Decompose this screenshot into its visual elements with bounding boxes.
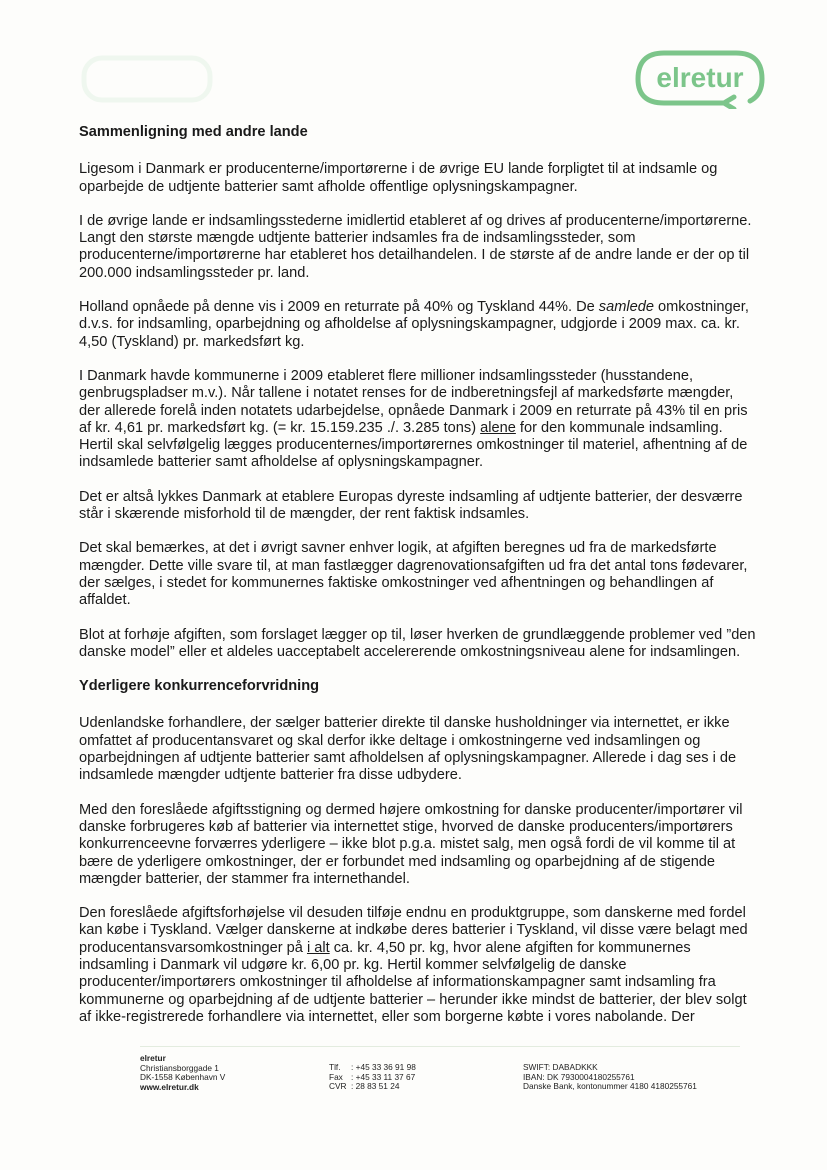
- spacer: [79, 523, 769, 540]
- paragraph: [79, 905, 769, 1026]
- section-heading: Yderligere konkurrenceforvridning: [79, 678, 320, 695]
- spacer: [79, 785, 769, 802]
- text-line: producenter/importørers omkostninger til afholdelse af informationskampagner samt indsamling fra: [79, 974, 716, 991]
- iban-number: IBAN: DK 7930004180255761: [523, 1071, 635, 1082]
- cvr-value: : 28 83 51 24: [351, 1081, 400, 1092]
- footer-street: Christiansborggade 1: [140, 1062, 219, 1073]
- faded-logo-watermark: [78, 52, 218, 112]
- text-line: danske forbrugeres køb af batterier via internettet stige, hvorved de danske producenters/importørers: [79, 818, 733, 835]
- bank-account: Danske Bank, kontonummer 4180 4180255761: [523, 1081, 697, 1092]
- text-line: 200.000 indsamlingssteder pr. land.: [79, 264, 310, 281]
- paragraph: [79, 161, 769, 196]
- text-line: omfattet af producentansvaret og skal derfor ikke deltage i omkostningerne ved indsamlingen og: [79, 732, 701, 749]
- paragraph: [79, 489, 769, 524]
- spacer: [79, 695, 769, 715]
- spacer: [79, 472, 769, 489]
- text-line: danske model” eller et aldeles uacceptabelt accelererende omkostningsniveau alene for indsamlingen.: [79, 643, 741, 660]
- text-line: mængder batterier, der stammer fra internethandel.: [79, 870, 410, 887]
- text-line: der sælges, i stedet for kommunernes faktiske omkostninger ved afhentningen og behandlingen af: [79, 574, 714, 591]
- elretur-logo: [634, 47, 766, 109]
- text-line: Det skal bemærkes, at det i øvrigt savner enhver logik, at afgiften beregnes ud fra de markedsførte: [79, 540, 717, 557]
- text-line: indsamling i Danmark vil udgøre kr. 6,00 pr. kg. Hertil kommer selvfølgelig de danske: [79, 956, 627, 973]
- text-line: kan købe i Tyskland. Vælger danskerne at indkøbe deres batterier i Tyskland, vil disse være belagt med: [79, 922, 748, 939]
- paragraph: [79, 213, 769, 282]
- text-line: mængder. Dette ville svare til, at man fastlægger dagrenovationsafgiften ud fra det antal tons fødevarer,: [79, 557, 748, 574]
- footer-city: DK-1558 København V: [140, 1072, 226, 1083]
- text-line: konkurrenceevne forværres yderligere – ikke blot p.g.a. mistet salg, men også fordi de vil komme til at: [79, 836, 736, 853]
- paragraph: [79, 540, 769, 609]
- text-line: Holland opnåede på denne vis i 2009 en returrate på 40% og Tyskland 44%. De samlede omkostninger,: [79, 299, 749, 316]
- paragraph: [79, 299, 769, 351]
- letter-body: [79, 124, 769, 1026]
- spacer: [79, 282, 769, 299]
- text-line: kommunerne og oparbejdning af de udtjente batterier – herunder ikke mindst de batterier, der blev solgt: [79, 991, 747, 1008]
- text-line: af ikke-registrerede forhandlere via internettet, eller som borgerne købte i vores nabolande. Der: [79, 1008, 695, 1025]
- text-line: producenterne/importørerne har etableret hos detailhandelen. I de største af de andre lande er der op til: [79, 247, 750, 264]
- paragraph: [79, 368, 769, 472]
- cvr-label: CVR: [329, 1081, 347, 1092]
- spacer: [79, 141, 769, 161]
- text-line: I de øvrige lande er indsamlingsstederne imidlertid etableret af og drives af producenterne/importørerne.: [79, 212, 752, 229]
- text-line: Ligesom i Danmark er producenterne/importørerne i de øvrige EU lande forpligtet til at indsamle og: [79, 161, 718, 178]
- text-line: Hertil skal selvfølgelig lægges producenternes/importørernes omkostninger til materiel, afhentning af de: [79, 437, 748, 454]
- text-line: indsamlede mængder udtjente batterier fra disse udbydere.: [79, 767, 462, 784]
- text-line: Udenlandske forhandlere, der sælger batterier direkte til danske husholdninger via internettet, er ikke: [79, 715, 730, 732]
- text-line: affaldet.: [79, 592, 131, 609]
- footer-bank: [523, 1063, 753, 1092]
- text-line: oparbejdningen af udtjente batterier samt afholdelsen af oplysningskampagner. Allerede i dag ses i de: [79, 750, 737, 767]
- paragraph: [79, 802, 769, 888]
- fax-label: Fax: [329, 1071, 343, 1082]
- swift-code: SWIFT: DABADKKK: [523, 1062, 598, 1072]
- footer-website-link[interactable]: www.elretur.dk: [140, 1081, 199, 1092]
- svg-text:elretur: elretur: [656, 62, 744, 93]
- text-line: Med den foreslåede afgiftsstigning og dermed højere omkostning for danske producenter/importører vil: [79, 801, 743, 818]
- spacer: [79, 661, 769, 678]
- paragraph: [79, 627, 769, 662]
- text-line: genbrugspladser m.v.). Når tallene i notatet renses for de indberetningsfejl af markedsførte mængder,: [79, 385, 734, 402]
- text-line: d.v.s. for indsamling, oparbejdning og afholdelse af oplysningskampagner, udgjorde i 2009 max. ca. kr.: [79, 316, 740, 333]
- text-line: oparbejde de udtjente batterier samt afholde offentlige oplysningskampagner.: [79, 178, 578, 195]
- text-line: står i skærende misforhold til de mængder, der rent faktisk indsamles.: [79, 506, 530, 523]
- fax-value: : +45 33 11 37 67: [351, 1071, 416, 1082]
- text-line: der allerede forelå inden notatets udarbejdelse, opnåede Danmark i 2009 en returrate på 43% til en pris: [79, 402, 748, 419]
- spacer: [79, 610, 769, 627]
- section-heading: Sammenligning med andre lande: [79, 124, 308, 140]
- spacer: [79, 196, 769, 213]
- text-line: 4,50 (Tyskland) pr. markedsført kg.: [79, 333, 305, 350]
- text-line: af kr. 4,61 pr. markedsført kg. (= kr. 15.159.235 ./. 3.285 tons) alene for den kommunale indsamling.: [79, 419, 723, 436]
- footer-divider: [140, 1046, 740, 1047]
- text-line: I Danmark havde kommunerne i 2009 etableret flere millioner indsamlingssteder (husstandene,: [79, 367, 694, 384]
- paragraph: [79, 715, 769, 784]
- text-line: producentansvarsomkostninger på i alt ca. kr. 4,50 pr. kg, hvor alene afgiften for kommunernes: [79, 939, 691, 956]
- text-line: Langt den største mængde udtjente batterier indsamles fra de indsamlingssteder, som: [79, 230, 636, 247]
- text-line: Det er altså lykkes Danmark at etablere Europas dyreste indsamling af udtjente batterier, der desværre: [79, 488, 743, 505]
- footer-address: [140, 1054, 310, 1092]
- tlf-value: : +45 33 36 91 98: [351, 1062, 416, 1072]
- text-line: Den foreslåede afgiftsforhøjelse vil desuden tilføje endnu en produktgruppe, som danskerne med fordel: [79, 905, 746, 922]
- spacer: [79, 351, 769, 368]
- text-line: Blot at forhøje afgiften, som forslaget lægger op til, løser hverken de grundlæggende problemer ved ”den: [79, 626, 756, 643]
- tlf-label: Tlf.: [329, 1062, 341, 1072]
- text-line: indsamlede batterier samt afholdelse af oplysningskampagner.: [79, 454, 483, 471]
- footer-company: elretur: [140, 1053, 166, 1063]
- spacer: [79, 888, 769, 905]
- text-line: bære de yderligere omkostninger, der er forbundet med indsamling og oparbejdning af de stigende: [79, 853, 716, 870]
- footer-contact: [329, 1063, 489, 1092]
